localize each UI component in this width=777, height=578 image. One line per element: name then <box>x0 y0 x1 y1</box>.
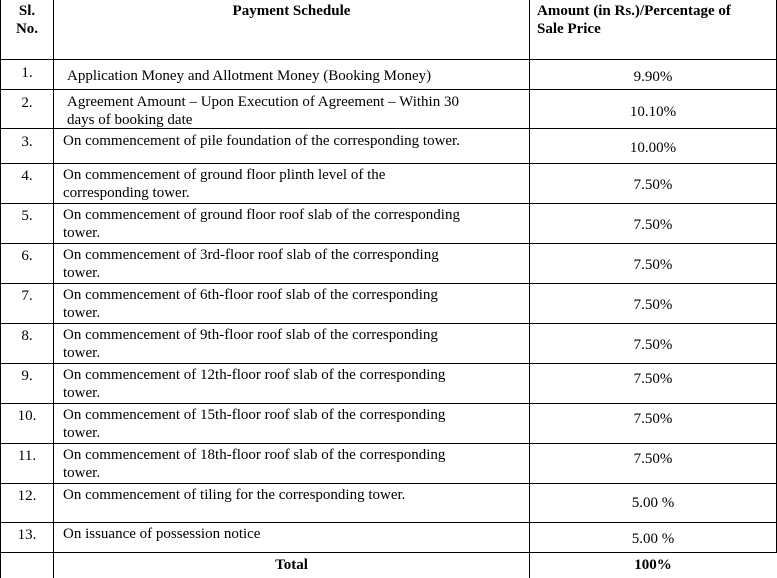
row-number: 7. <box>21 288 33 304</box>
row-rule <box>0 128 777 129</box>
row-number: 8. <box>21 328 33 344</box>
header-amount: Amount (in Rs.)/Percentage of Sale Price <box>537 3 731 37</box>
row-amount: 5.00 % <box>631 495 675 511</box>
header-payment-schedule: Payment Schedule <box>232 3 351 19</box>
row-amount: 7.50% <box>633 411 673 427</box>
row-description: On commencement of 18th-floor roof slab of the corresponding <box>63 447 446 463</box>
row-description: On commencement of 9th-floor roof slab of the corresponding <box>63 327 438 343</box>
row-rule <box>0 243 777 244</box>
row-amount: 10.10% <box>629 104 677 120</box>
row-rule <box>0 522 777 523</box>
row-description-cont: tower. <box>63 225 101 241</box>
row-description: On issuance of possession notice <box>63 526 261 542</box>
row-amount: 7.50% <box>633 177 673 193</box>
row-rule <box>0 483 777 484</box>
row-number: 4. <box>21 168 33 184</box>
row-amount: 9.90% <box>633 69 673 85</box>
row-rule <box>0 203 777 204</box>
row-description-cont: tower. <box>63 385 101 401</box>
row-description: On commencement of 15th-floor roof slab of the corresponding <box>63 407 446 423</box>
row-description: Application Money and Allotment Money (Booking Money) <box>67 68 432 84</box>
row-number: 13. <box>17 527 37 543</box>
row-amount: 7.50% <box>633 371 673 387</box>
rule-col2 <box>529 0 530 578</box>
row-description-cont: tower. <box>63 265 101 281</box>
row-number: 9. <box>21 368 33 384</box>
row-description: On commencement of 6th-floor roof slab of the corresponding <box>63 287 438 303</box>
row-rule <box>0 163 777 164</box>
header-sl: Sl. No. <box>15 3 39 37</box>
row-amount: 5.00 % <box>631 531 675 547</box>
row-description: On commencement of tiling for the corresponding tower. <box>63 487 406 503</box>
total-amount: 100% <box>634 557 672 573</box>
row-number: 12. <box>17 488 37 504</box>
row-amount: 7.50% <box>633 217 673 233</box>
total-label: Total <box>275 557 308 573</box>
row-description: On commencement of ground floor plinth level of the <box>63 167 386 183</box>
row-rule <box>0 59 777 60</box>
row-number: 5. <box>21 208 33 224</box>
row-amount: 7.50% <box>633 297 673 313</box>
row-rule <box>0 363 777 364</box>
rule-total-top <box>0 552 777 553</box>
rule-col1 <box>53 0 54 578</box>
row-description-cont: corresponding tower. <box>63 185 190 201</box>
row-number: 1. <box>21 65 33 81</box>
row-amount: 7.50% <box>633 337 673 353</box>
row-number: 10. <box>17 408 37 424</box>
row-description: On commencement of ground floor roof slab of the corresponding <box>63 207 460 223</box>
row-amount: 10.00% <box>629 140 677 156</box>
row-description-cont: tower. <box>63 425 101 441</box>
row-rule <box>0 403 777 404</box>
row-number: 6. <box>21 248 33 264</box>
row-description: Agreement Amount – Upon Execution of Agreement – Within 30 <box>67 94 459 110</box>
row-amount: 7.50% <box>633 257 673 273</box>
row-description: On commencement of 3rd-floor roof slab of the corresponding <box>63 247 439 263</box>
row-description-cont: tower. <box>63 305 101 321</box>
row-description-cont: tower. <box>63 345 101 361</box>
row-amount: 7.50% <box>633 451 673 467</box>
row-rule <box>0 283 777 284</box>
row-number: 3. <box>21 134 33 150</box>
row-number: 11. <box>17 448 37 464</box>
row-description-cont: tower. <box>63 465 101 481</box>
row-rule <box>0 443 777 444</box>
row-description: On commencement of 12th-floor roof slab of the corresponding <box>63 367 446 383</box>
row-rule <box>0 323 777 324</box>
row-rule <box>0 89 777 90</box>
row-description: On commencement of pile foundation of the corresponding tower. <box>63 133 460 149</box>
row-number: 2. <box>21 95 33 111</box>
row-description-cont: days of booking date <box>67 112 193 128</box>
